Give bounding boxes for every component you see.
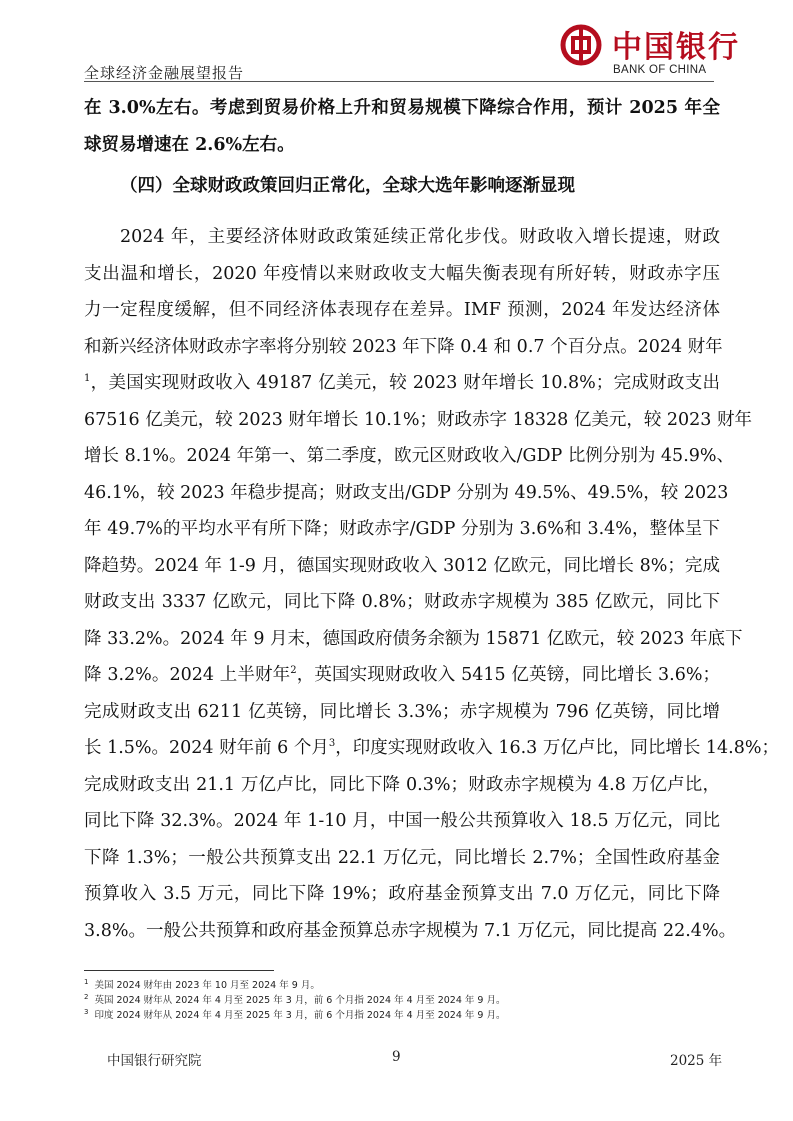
body-line: 力一定程度缓解，但不同经济体表现存在差异。IMF 预测，2024 年发达经济体 [84, 300, 720, 320]
footnotes [84, 978, 505, 1023]
body-line: 财政支出 3337 亿欧元，同比下降 0.8%；财政赤字规模为 385 亿欧元，同比下 [84, 592, 720, 612]
body-line: 降趋势。2024 年 1-9 月，德国实现财政收入 3012 亿欧元，同比增长 8%；完成 [84, 555, 720, 576]
intro-paragraph [84, 90, 720, 163]
intro-line: 在 3.0%左右。考虑到贸易价格上升和贸易规模下降综合作用，预计 2025 年全 [84, 98, 720, 118]
body-line: 完成财政支出 6211 亿英镑，同比增长 3.3%；赤字规模为 796 亿英镑，同比增 [84, 701, 720, 722]
body-line-with-footnote: 降 3.2%。2024 上半财年$^2$，英国实现财政收入 5415 亿英镑，同比增长 3.6%； [84, 665, 720, 685]
footnote-item: $^3$ 印度 2024 财年从 2024 年 4 月至 2025 年 3 月，前 6 个月指 2024 年 4 月至 2024 年 9 月。 [84, 1007, 506, 1021]
page-number: 9 [392, 1049, 401, 1065]
body-line-with-footnote: 长 1.5%。2024 财年前 6 个月$^3$，印度实现财政收入 16.3 万亿卢比，同比增长 14.8%； [84, 738, 780, 758]
body-line-with-footnote: $^1$，美国实现财政收入 49187 亿美元，较 2023 财年增长 10.8%；完成财政支出 [84, 373, 720, 393]
body-line: 年 49.7%的平均水平有所下降；财政赤字/GDP 分别为 3.6%和 3.4%，整体呈下 [84, 519, 720, 539]
body-line: 下降 1.3%；一般公共预算支出 22.1 万亿元，同比增长 2.7%；全国性政府基金 [84, 847, 720, 868]
body-line: 67516 亿美元，较 2023 财年增长 10.1%；财政赤字 18328 亿美元，较 2023 财年 [84, 409, 753, 430]
footnote-ref: 2 [290, 665, 297, 677]
footnote-ref: 3 [328, 738, 336, 750]
logo-chinese-name: 中国银行 [612, 30, 740, 65]
section-heading: （四）全球财政政策回归正常化，全球大选年影响逐渐显现 [120, 176, 575, 196]
body-line: 46.1%，较 2023 年稳步提高；财政支出/GDP 分别为 49.5%、49.5%，较 2023 [84, 482, 729, 503]
body-line: 支出温和增长，2020 年疫情以来财政收支大幅失衡表现有所好转，财政赤字压 [84, 263, 720, 284]
body-line: 3.8%。一般公共预算和政府基金预算总赤字规模为 7.1 万亿元，同比提高 22.4%。 [84, 920, 737, 941]
body-line: 预算收入 3.5 万元，同比下降 19%；政府基金预算支出 7.0 万亿元，同比下降 [84, 884, 720, 904]
body-line: 同比下降 32.3%。2024 年 1-10 月，中国一般公共预算收入 18.5 万亿元，同比 [84, 811, 720, 831]
report-title: 全球经济金融展望报告 [84, 64, 245, 82]
intro-line: 球贸易增速在 2.6%左右。 [84, 134, 295, 155]
body-line: 降 33.2%。2024 年 9 月末，德国政府债务余额为 15871 亿欧元，较 2023 年底下 [84, 628, 743, 649]
body-line: 增长 8.1%。2024 年第一、第二季度，欧元区财政收入/GDP 比例分别为 45.9%、 [84, 446, 735, 466]
footnote-item: $^1$ 美国 2024 财年由 2023 年 10 月至 2024 年 9 月。 [84, 977, 320, 991]
footnote-ref: 1 [84, 373, 91, 385]
body-line: 和新兴经济体财政赤字率将分别较 2023 年下降 0.4 和 0.7 个百分点。2024 财年 [84, 336, 723, 357]
footnote-item: $^2$ 英国 2024 财年从 2024 年 4 月至 2025 年 3 月，前 6 个月指 2024 年 4 月至 2024 年 9 月。 [84, 992, 506, 1006]
logo-english-name: BANK OF CHINA [613, 64, 707, 76]
footnote-divider [84, 970, 274, 971]
body-line: 2024 年，主要经济体财政政策延续正常化步伐。财政收入增长提速，财政 [120, 227, 720, 247]
footer-year: 2025 年 [670, 1053, 723, 1069]
bank-logo [560, 22, 740, 82]
body-paragraph [84, 219, 780, 949]
body-line: 完成财政支出 21.1 万亿卢比，同比下降 0.3%；财政赤字规模为 4.8 万亿卢比， [84, 774, 720, 795]
footer-institute: 中国银行研究院 [107, 1053, 202, 1069]
bank-emblem-icon [560, 24, 602, 66]
